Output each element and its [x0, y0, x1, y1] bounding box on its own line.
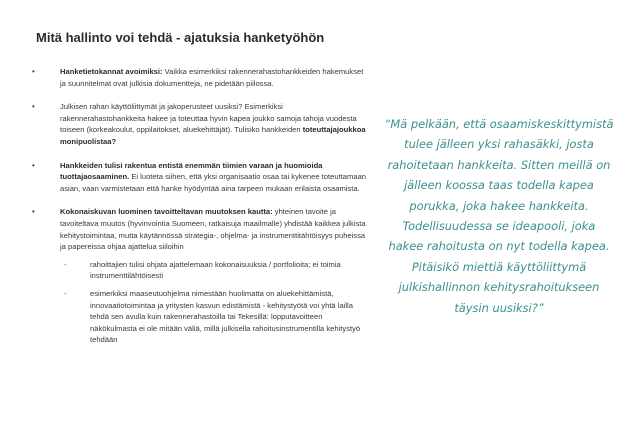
bullet-bold: toteuttajajoukkoa monipuolistaa? [60, 125, 366, 146]
bullet-text [60, 160, 370, 195]
bullet-text [60, 206, 370, 252]
bullet-item [30, 101, 370, 147]
bullet-bold: Kokonaiskuvan luominen tavoitteltavan muutoksen kautta: [60, 207, 273, 217]
sub-bullet-item [60, 288, 370, 346]
sub-bullet-dash-icon: - [64, 288, 67, 298]
bullet-dot-icon: • [32, 67, 35, 76]
bullet-body: Vaikka esimerkiksi rakennerahastohankkeiden hakemukset ja suunnitelmat ovat julkisia dokumentteja, ne pidetään piilossa. [60, 67, 364, 88]
bullet-bold: Hanketietokannat avoimiksi: [60, 67, 163, 76]
sub-bullet-text: rahoittajien tulisi ohjata ajattelemaan kokonaisuuksia / portfolioita; ei toimia instrumenttilähtöisesti [90, 259, 341, 281]
bullet-body: Ei luoteta siihen, että yksi organisaatio osaa tai kykenee toteuttamaan asian, vaan varmistetaan että hanke hyödyntää aina tarpeen mukaan erilaista osaamista. [60, 172, 367, 193]
bullet-item [30, 206, 370, 346]
bullet-body: Julkisen rahan käyttöliittymät ja jakoperusteet uusiksi? Esimerkiksi rakennerahastohankkeita hakee ja toteuttaa hyvin kapea joukko samoja tahoja vuodesta toiseen (korkeakoulut, oppilaitokset, aluekehittäjät). Tulisiko hankkeiden [60, 102, 357, 135]
bullet-item [30, 66, 370, 89]
sub-bullet-text: esimerkiksi maaseutuohjelma nimestään huolimatta on aluekehittämistä, innovaatiotoimintaa ja yritysten kasvun edistämistä - kehitystyötä voi yhtä lailla tehdä sen avulla kuin rakennerahastoilla tai Tekesillä: lopputavoitteen näkökulmasta ei ole mitään väliä, millä julkisella rahoitusinstrumentilla kehitystyö tehdään [90, 288, 361, 345]
pull-quote: “Mä pelkään, että osaamiskeskittymistä tulee jälleen yksi rahasäkki, josta rahoitetaan hankkeita. Sitten meillä on jälleen koossa taas todella kapea porukka, joka hakee hankkeita. Todellisuudessa se ideapooli, joka hakee rahoitusta on nyt todella kapea. Pitäisikö miettiä käyttöliittymä julkishallinnon kehitysrahoitukseen täysin uusiksi?” [384, 117, 614, 315]
bullet-text [60, 101, 370, 147]
bullet-item [30, 160, 370, 195]
sub-bullet-dash-icon: - [64, 259, 67, 269]
bullet-text [60, 66, 370, 89]
sub-bullet-item [60, 259, 370, 282]
bullet-dot-icon: • [32, 207, 35, 217]
bullet-dot-icon: • [32, 102, 35, 112]
bullet-body: yhteinen tavoite ja tavoiteltava muutos (hyvinvointia Suomeen, ratkaisuja maailmalle) yhdistää kaikkea julkista kehitystoimintaa, mutta käytännössä strategia-, ohjelma- ja instrumenttitähtöisyys puheissa ja papereissa ohjaa ajattelua siiloihin [60, 207, 366, 252]
bullet-list [30, 66, 370, 346]
bullet-dot-icon: • [32, 160, 35, 170]
bullet-bold: Hankkeiden tulisi rakentua entistä enemmän tiimien varaan ja huomioida tuottajaosaaminen. [60, 160, 323, 182]
slide-title: Mitä hallinto voi tehdä - ajatuksia hanketyöhön [36, 30, 325, 45]
